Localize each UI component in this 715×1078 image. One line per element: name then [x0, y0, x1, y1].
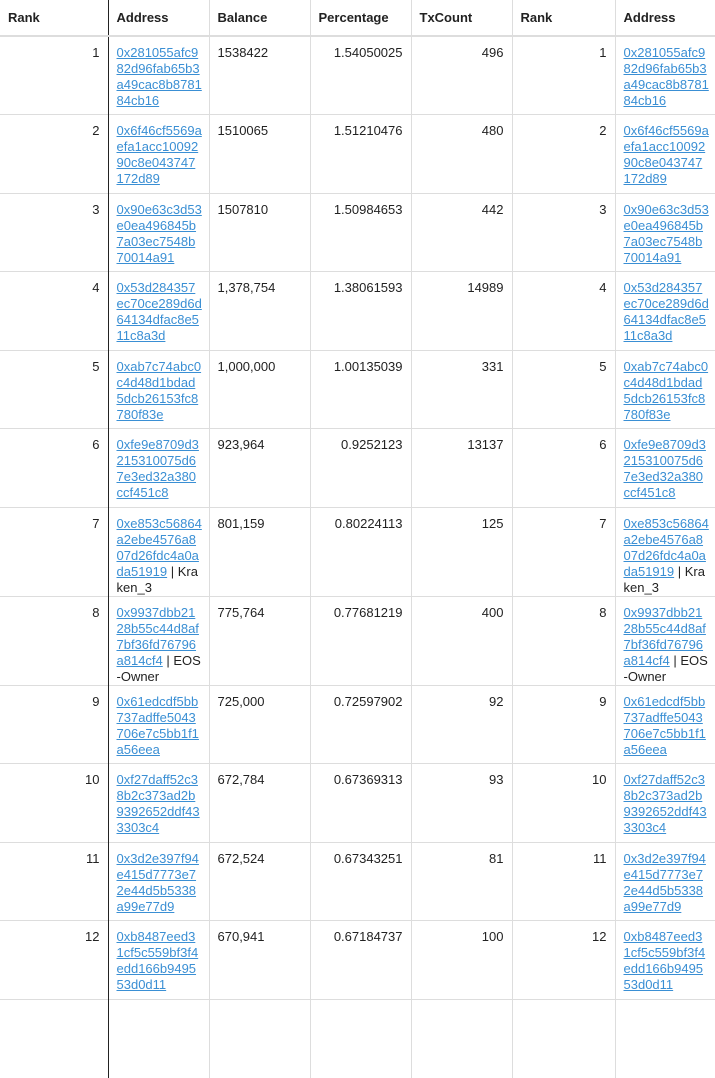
address-wrapper [117, 516, 203, 596]
address-label: EOS-Owner [116, 652, 201, 684]
table-row [0, 272, 715, 351]
address-cell [108, 115, 209, 194]
txcount-cell: 100 [411, 921, 512, 1000]
address-link[interactable]: 0x53d284357ec70ce289d6d64134dfac8e511c8a3d [623, 280, 709, 343]
address-cell [108, 350, 209, 429]
address-link[interactable]: 0x3d2e397f94e415d7773e72e44d5b5338a99e77d9 [116, 850, 199, 914]
balance-cell: 1,000,000 [209, 350, 310, 429]
balance-cell: 1507810 [209, 193, 310, 272]
address-wrapper [117, 437, 203, 501]
address-cell-2 [615, 921, 715, 1000]
txcount-cell: 400 [411, 596, 512, 685]
address-wrapper [624, 45, 710, 109]
address-link[interactable]: 0x281055afc982d96fab65b3a49cac8b878184cb16 [623, 45, 709, 108]
txcount-cell: 92 [411, 685, 512, 764]
address-label: Kraken_3 [116, 563, 198, 595]
address-wrapper [624, 772, 710, 836]
address-link[interactable]: 0xab7c74abc0c4d48d1bdad5dcb26153fc8780f83e [116, 358, 202, 422]
address-link[interactable]: 0xe853c56864a2ebe4576a807d26fdc4a0ada51919 [116, 515, 202, 579]
rank-cell: 6 [0, 429, 108, 508]
header-row [0, 0, 715, 36]
percentage-cell: 0.9252123 [310, 429, 411, 508]
rank-cell-2: 12 [512, 921, 615, 1000]
rank-cell: 8 [0, 596, 108, 685]
address-label: Kraken_3 [623, 563, 705, 595]
rank-cell-2: 10 [512, 764, 615, 843]
rank-cell-2: 3 [512, 193, 615, 272]
balance-cell: 672,524 [209, 842, 310, 921]
txcount-cell: 81 [411, 842, 512, 921]
rank-cell: 12 [0, 921, 108, 1000]
table-row [0, 921, 715, 1000]
address-wrapper [624, 437, 710, 501]
rank-cell-2: 4 [512, 272, 615, 351]
balance-cell [209, 999, 310, 1078]
balance-cell: 725,000 [209, 685, 310, 764]
address-wrapper [117, 605, 203, 685]
percentage-cell: 1.50984653 [310, 193, 411, 272]
address-link[interactable]: 0xb8487eed31cf5c559bf3f4edd166b949553d0d11 [623, 929, 706, 992]
address-cell [108, 921, 209, 1000]
rank-cell: 3 [0, 193, 108, 272]
address-link[interactable]: 0x90e63c3d53e0ea496845b7a03ec7548b70014a91 [116, 201, 202, 265]
column-header-address: Address [108, 0, 209, 36]
address-link[interactable]: 0x61edcdf5bb737adffe5043706e7c5bb1f1a56eea [623, 693, 706, 757]
column-header-rank-2: Rank [512, 0, 615, 36]
rank-cell: 11 [0, 842, 108, 921]
table-row [0, 193, 715, 272]
percentage-cell: 1.51210476 [310, 115, 411, 194]
address-link[interactable]: 0xf27daff52c38b2c373ad2b9392652ddf433303c4 [623, 772, 707, 835]
txcount-cell: 13137 [411, 429, 512, 508]
address-cell-2 [615, 429, 715, 508]
rank-cell-2: 7 [512, 507, 615, 596]
address-link[interactable]: 0x90e63c3d53e0ea496845b7a03ec7548b70014a91 [623, 201, 709, 265]
address-wrapper [117, 851, 203, 915]
column-header-percentage: Percentage [310, 0, 411, 36]
rank-cell: 2 [0, 115, 108, 194]
percentage-cell: 1.38061593 [310, 272, 411, 351]
address-link[interactable]: 0x3d2e397f94e415d7773e72e44d5b5338a99e77d9 [623, 850, 706, 914]
address-cell [108, 36, 209, 115]
address-wrapper [117, 359, 203, 423]
address-link[interactable]: 0xfe9e8709d3215310075d67e3ed32a380ccf451c8 [116, 437, 199, 500]
balance-cell: 672,784 [209, 764, 310, 843]
table-row [0, 507, 715, 596]
address-link[interactable]: 0x61edcdf5bb737adffe5043706e7c5bb1f1a56eea [116, 693, 199, 757]
address-cell [108, 999, 209, 1078]
address-wrapper [624, 851, 710, 915]
address-wrapper [624, 359, 710, 423]
rank-cell-2: 8 [512, 596, 615, 685]
table-row [0, 36, 715, 115]
column-header-balance: Balance [209, 0, 310, 36]
balance-cell: 1,378,754 [209, 272, 310, 351]
table-row [0, 999, 715, 1078]
address-cell [108, 272, 209, 351]
address-cell-2 [615, 350, 715, 429]
address-wrapper [624, 280, 710, 344]
rank-cell-2: 5 [512, 350, 615, 429]
address-cell [108, 764, 209, 843]
rank-cell: 1 [92, 45, 100, 60]
rank-cell: 10 [0, 764, 108, 843]
address-link[interactable]: 0x6f46cf5569aefa1acc1009290c8e043747172d89 [623, 123, 709, 186]
txcount-cell: 480 [411, 115, 512, 194]
rank-cell-2: 1 [512, 36, 615, 115]
address-cell [108, 685, 209, 764]
address-cell-2 [615, 115, 715, 194]
txcount-cell [411, 999, 512, 1078]
address-wrapper [624, 202, 710, 266]
column-header-rank: Rank [0, 0, 108, 36]
address-cell-2 [615, 36, 715, 115]
table-row [0, 596, 715, 685]
address-link[interactable]: 0x9937dbb2128b55c44d8af7bf36fd76796a814cf4 [116, 604, 199, 668]
table-row [0, 429, 715, 508]
rank-cell-2 [512, 999, 615, 1078]
percentage-cell [310, 999, 411, 1078]
address-cell [108, 507, 209, 596]
table-row [0, 350, 715, 429]
percentage-cell: 0.67343251 [310, 842, 411, 921]
txcount-cell: 496 [411, 36, 512, 115]
address-link[interactable]: 0x6f46cf5569aefa1acc1009290c8e043747172d89 [116, 123, 202, 186]
column-header-txcount: TxCount [411, 0, 512, 36]
address-cell [108, 842, 209, 921]
address-label: EOS-Owner [623, 652, 708, 684]
rank-cell: 7 [0, 507, 108, 596]
rank-cell-2: 11 [512, 842, 615, 921]
percentage-cell: 0.80224113 [310, 507, 411, 596]
address-cell-2 [615, 999, 715, 1078]
address-label-separator: | [162, 652, 174, 668]
address-cell [108, 429, 209, 508]
txcount-cell: 442 [411, 193, 512, 272]
address-cell-2 [615, 842, 715, 921]
txcount-cell: 93 [411, 764, 512, 843]
address-wrapper [624, 123, 710, 187]
balance-cell: 1510065 [209, 115, 310, 194]
address-wrapper [624, 605, 710, 685]
rank-cell-2: 9 [512, 685, 615, 764]
address-wrapper [117, 280, 203, 344]
rank-cell: 4 [0, 272, 108, 351]
address-label-separator: | [674, 563, 685, 579]
balance-cell: 923,964 [209, 429, 310, 508]
txcount-cell: 125 [411, 507, 512, 596]
column-header-address-2: Address [615, 0, 715, 36]
address-cell [108, 193, 209, 272]
address-cell-2 [615, 596, 715, 685]
address-link[interactable]: 0xfe9e8709d3215310075d67e3ed32a380ccf451c8 [623, 437, 706, 500]
rank-cell: 5 [0, 350, 108, 429]
address-wrapper [624, 516, 710, 596]
address-wrapper [117, 772, 203, 836]
rank-cell [0, 999, 108, 1078]
table-row [0, 764, 715, 843]
address-wrapper [117, 694, 203, 758]
percentage-cell: 0.77681219 [310, 596, 411, 685]
table-row [0, 842, 715, 921]
percentage-cell: 1.00135039 [310, 350, 411, 429]
address-label-separator: | [167, 563, 178, 579]
percentage-cell: 0.72597902 [310, 685, 411, 764]
address-link[interactable]: 0xf27daff52c38b2c373ad2b9392652ddf433303c4 [116, 772, 200, 835]
address-cell-2 [615, 507, 715, 596]
txcount-cell: 14989 [411, 272, 512, 351]
percentage-cell: 1.54050025 [310, 36, 411, 115]
address-cell [108, 596, 209, 685]
rank-cell-2: 6 [512, 429, 615, 508]
rank-cell-2: 2 [512, 115, 615, 194]
address-wrapper [117, 45, 203, 109]
balance-cell: 670,941 [209, 921, 310, 1000]
rank-cell: 9 [0, 685, 108, 764]
table-row [0, 115, 715, 194]
address-wrapper [117, 202, 203, 266]
balance-cell: 1538422 [209, 36, 310, 115]
address-wrapper [624, 694, 710, 758]
address-link[interactable]: 0xb8487eed31cf5c559bf3f4edd166b949553d0d11 [116, 929, 199, 992]
balance-cell: 801,159 [209, 507, 310, 596]
address-cell-2 [615, 764, 715, 843]
table-row [0, 685, 715, 764]
address-cell-2 [615, 685, 715, 764]
address-label-separator: | [669, 652, 681, 668]
txcount-cell: 331 [411, 350, 512, 429]
balance-cell: 775,764 [209, 596, 310, 685]
address-wrapper [117, 123, 203, 187]
address-wrapper [117, 929, 203, 993]
address-cell-2 [615, 193, 715, 272]
address-cell-2 [615, 272, 715, 351]
address-link[interactable]: 0x281055afc982d96fab65b3a49cac8b878184cb16 [116, 45, 202, 108]
percentage-cell: 0.67369313 [310, 764, 411, 843]
address-wrapper [624, 929, 710, 993]
percentage-cell: 0.67184737 [310, 921, 411, 1000]
address-link[interactable]: 0x53d284357ec70ce289d6d64134dfac8e511c8a3d [116, 280, 202, 343]
address-link[interactable]: 0x9937dbb2128b55c44d8af7bf36fd76796a814cf4 [623, 604, 706, 668]
address-link[interactable]: 0xab7c74abc0c4d48d1bdad5dcb26153fc8780f83e [623, 358, 709, 422]
address-link[interactable]: 0xe853c56864a2ebe4576a807d26fdc4a0ada51919 [623, 515, 709, 579]
